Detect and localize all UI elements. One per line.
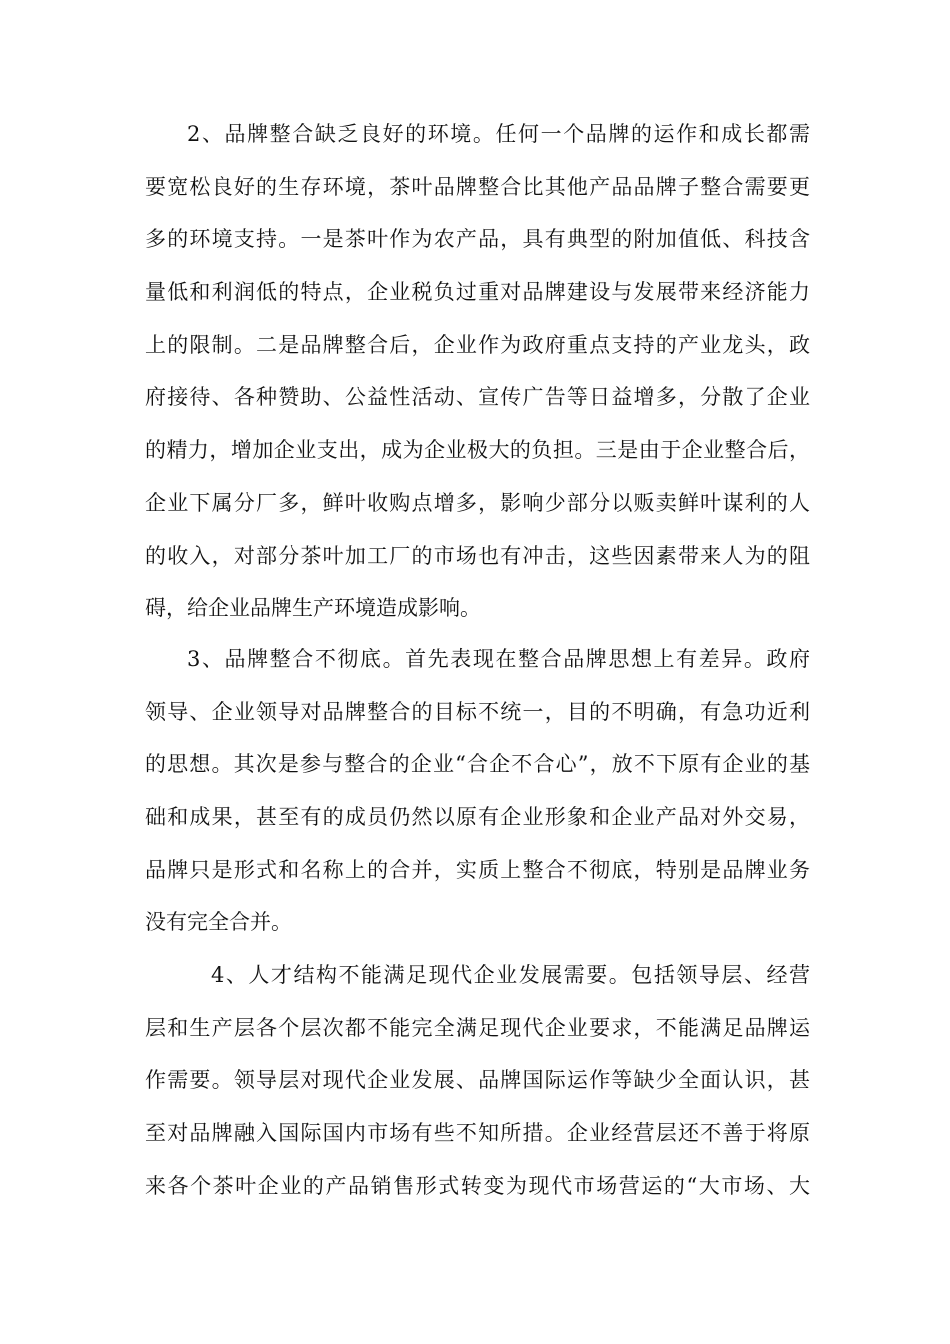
text-line: 的思想。其次是参与整合的企业“合企不合心”，放不下原有企业的基 bbox=[145, 752, 810, 777]
text-line: 府接待、各种赞助、公益性活动、宣传广告等日益增多，分散了企业 bbox=[145, 385, 810, 410]
text-line: 至对品牌融入国际国内市场有些不知所措。企业经营层还不善于将原 bbox=[145, 1121, 810, 1146]
text-line: 量低和利润低的特点，企业税负过重对品牌建设与发展带来经济能力 bbox=[145, 280, 810, 305]
text-line: 多的环境支持。一是茶叶作为农产品，具有典型的附加值低、科技含 bbox=[145, 227, 810, 252]
text-line: 碍，给企业品牌生产环境造成影响。 bbox=[145, 596, 481, 621]
text-line: 4、人才结构不能满足现代企业发展需要。包括领导层、经营 bbox=[211, 963, 810, 987]
text-line: 的精力，增加企业支出，成为企业极大的负担。三是由于企业整合后， bbox=[145, 438, 810, 463]
text-line: 领导、企业领导对品牌整合的目标不统一，目的不明确，有急功近利 bbox=[145, 699, 810, 724]
paragraph-incomplete-integration bbox=[145, 633, 810, 949]
text-line: 础和成果，甚至有的成员仍然以原有企业形象和企业产品对外交易， bbox=[145, 805, 810, 830]
text-line: 的收入，对部分茶叶加工厂的市场也有冲击，这些因素带来人为的阻 bbox=[145, 543, 810, 568]
text-line: 企业下属分厂多，鲜叶收购点增多，影响少部分以贩卖鲜叶谋利的人 bbox=[145, 490, 810, 515]
text-line: 要宽松良好的生存环境，茶叶品牌整合比其他产品品牌子整合需要更 bbox=[145, 174, 810, 199]
text-line: 没有完全合并。 bbox=[145, 910, 292, 935]
text-line: 3、品牌整合不彻底。首先表现在整合品牌思想上有差异。政府 bbox=[187, 647, 810, 671]
text-line: 品牌只是形式和名称上的合并，实质上整合不彻底，特别是品牌业务 bbox=[145, 857, 810, 882]
paragraph-brand-environment bbox=[145, 108, 810, 635]
text-line: 来各个茶叶企业的产品销售形式转变为现代市场营运的“大市场、大 bbox=[145, 1173, 810, 1198]
text-line: 层和生产层各个层次都不能完全满足现代企业要求，不能满足品牌运 bbox=[145, 1015, 810, 1040]
text-line: 2、品牌整合缺乏良好的环境。任何一个品牌的运作和成长都需 bbox=[187, 122, 810, 146]
text-line: 上的限制。二是品牌整合后，企业作为政府重点支持的产业龙头，政 bbox=[145, 332, 810, 357]
paragraph-talent-structure bbox=[145, 949, 810, 1212]
text-line: 作需要。领导层对现代企业发展、品牌国际运作等缺少全面认识，甚 bbox=[145, 1068, 810, 1093]
